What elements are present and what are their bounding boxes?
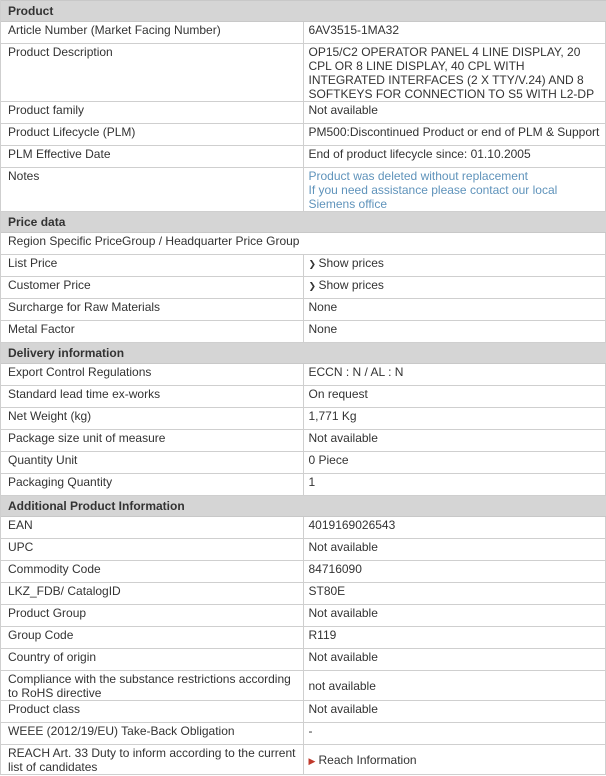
value: Not available: [303, 605, 606, 627]
row-article-number: [1, 22, 606, 44]
row-quantity-unit: [1, 452, 606, 474]
label: Product family: [1, 102, 303, 124]
red-triangle-right-icon: ▶: [308, 755, 316, 766]
label: Product class: [1, 701, 303, 723]
row-ean: [1, 517, 606, 539]
row-product-family: [1, 102, 606, 124]
value: Not available: [303, 701, 606, 723]
label: Product Group: [1, 605, 303, 627]
row-product-description: [1, 44, 606, 102]
row-reach: [1, 745, 606, 775]
label: Surcharge for Raw Materials: [1, 299, 303, 321]
value: R119: [303, 627, 606, 649]
row-upc: [1, 539, 606, 561]
value: 84716090: [303, 561, 606, 583]
label: Compliance with the substance restrictions according to RoHS directive: [1, 671, 303, 701]
label: Article Number (Market Facing Number): [1, 22, 303, 44]
value: Not available: [303, 102, 606, 124]
value: 1: [303, 474, 606, 496]
row-country-of-origin: [1, 649, 606, 671]
row-package-size: [1, 430, 606, 452]
value: 4019169026543: [303, 517, 606, 539]
row-surcharge: [1, 299, 606, 321]
label: UPC: [1, 539, 303, 561]
label: Metal Factor: [1, 321, 303, 343]
value: ST80E: [303, 583, 606, 605]
show-prices-link[interactable]: Show prices: [318, 278, 384, 292]
section-product: [1, 1, 606, 22]
value: 6AV3515-1MA32: [303, 22, 606, 44]
label: Product Lifecycle (PLM): [1, 124, 303, 146]
label: Net Weight (kg): [1, 408, 303, 430]
row-export-control: [1, 364, 606, 386]
label: Standard lead time ex-works: [1, 386, 303, 408]
label: EAN: [1, 517, 303, 539]
row-commodity-code: [1, 561, 606, 583]
label: Packaging Quantity: [1, 474, 303, 496]
label: Package size unit of measure: [1, 430, 303, 452]
value: 1,771 Kg: [303, 408, 606, 430]
label: Quantity Unit: [1, 452, 303, 474]
value: None: [303, 299, 606, 321]
value: ECCN : N / AL : N: [303, 364, 606, 386]
row-group-code: [1, 627, 606, 649]
label: LKZ_FDB/ CatalogID: [1, 583, 303, 605]
value: Not available: [303, 430, 606, 452]
row-lead-time: [1, 386, 606, 408]
label: Customer Price: [1, 277, 303, 299]
value[interactable]: [303, 255, 606, 277]
section-title: Product: [1, 1, 606, 22]
section-title: Price data: [1, 212, 606, 233]
reach-information-link[interactable]: Reach Information: [318, 752, 417, 767]
label: List Price: [1, 255, 303, 277]
row-metal-factor: [1, 321, 606, 343]
label: Commodity Code: [1, 561, 303, 583]
label: REACH Art. 33 Duty to inform according to the current list of candidates: [1, 745, 303, 775]
value[interactable]: [303, 277, 606, 299]
chevron-right-icon: ❯: [308, 281, 317, 291]
show-prices-link[interactable]: Show prices: [318, 256, 384, 270]
value[interactable]: [303, 745, 606, 775]
section-delivery: [1, 343, 606, 364]
label: Export Control Regulations: [1, 364, 303, 386]
value: None: [303, 321, 606, 343]
value: 0 Piece: [303, 452, 606, 474]
row-product-class: [1, 701, 606, 723]
row-notes: [1, 168, 606, 212]
value: End of product lifecycle since: 01.10.2005: [303, 146, 606, 168]
value: PM500:Discontinued Product or end of PLM & Support: [303, 124, 606, 146]
row-plm-date: [1, 146, 606, 168]
label: Region Specific PriceGroup / Headquarter Price Group: [1, 233, 606, 255]
label: Group Code: [1, 627, 303, 649]
row-product-lifecycle: [1, 124, 606, 146]
row-rohs: [1, 671, 606, 701]
label: Product Description: [1, 44, 303, 102]
label: WEEE (2012/19/EU) Take-Back Obligation: [1, 723, 303, 745]
label: Notes: [1, 168, 303, 212]
value: Not available: [303, 649, 606, 671]
section-price: [1, 212, 606, 233]
notes-contact-link[interactable]: If you need assistance please contact our local Siemens office: [308, 183, 558, 211]
row-product-group: [1, 605, 606, 627]
row-region-price-group: [1, 233, 606, 255]
label: Country of origin: [1, 649, 303, 671]
section-title: Delivery information: [1, 343, 606, 364]
value: On request: [303, 386, 606, 408]
section-additional: [1, 496, 606, 517]
section-title: Additional Product Information: [1, 496, 606, 517]
spec-table: [1, 0, 606, 775]
row-list-price: [1, 255, 606, 277]
value: [303, 168, 606, 212]
value: -: [303, 723, 606, 745]
value: OP15/C2 OPERATOR PANEL 4 LINE DISPLAY, 20 CPL OR 8 LINE DISPLAY, 40 CPL WITH INTEGRATED INTERFACES (2 X TTY/V.24) AND 8 SOFTKEYS FOR CONNECTION TO S5 WITH L2-DP: [303, 44, 606, 102]
value: not available: [303, 671, 606, 701]
row-weee: [1, 723, 606, 745]
value: Not available: [303, 539, 606, 561]
row-net-weight: [1, 408, 606, 430]
row-customer-price: [1, 277, 606, 299]
row-catalog-id: [1, 583, 606, 605]
label: PLM Effective Date: [1, 146, 303, 168]
notes-deleted-link[interactable]: Product was deleted without replacement: [308, 169, 528, 183]
row-packaging-quantity: [1, 474, 606, 496]
chevron-right-icon: ❯: [308, 259, 317, 269]
